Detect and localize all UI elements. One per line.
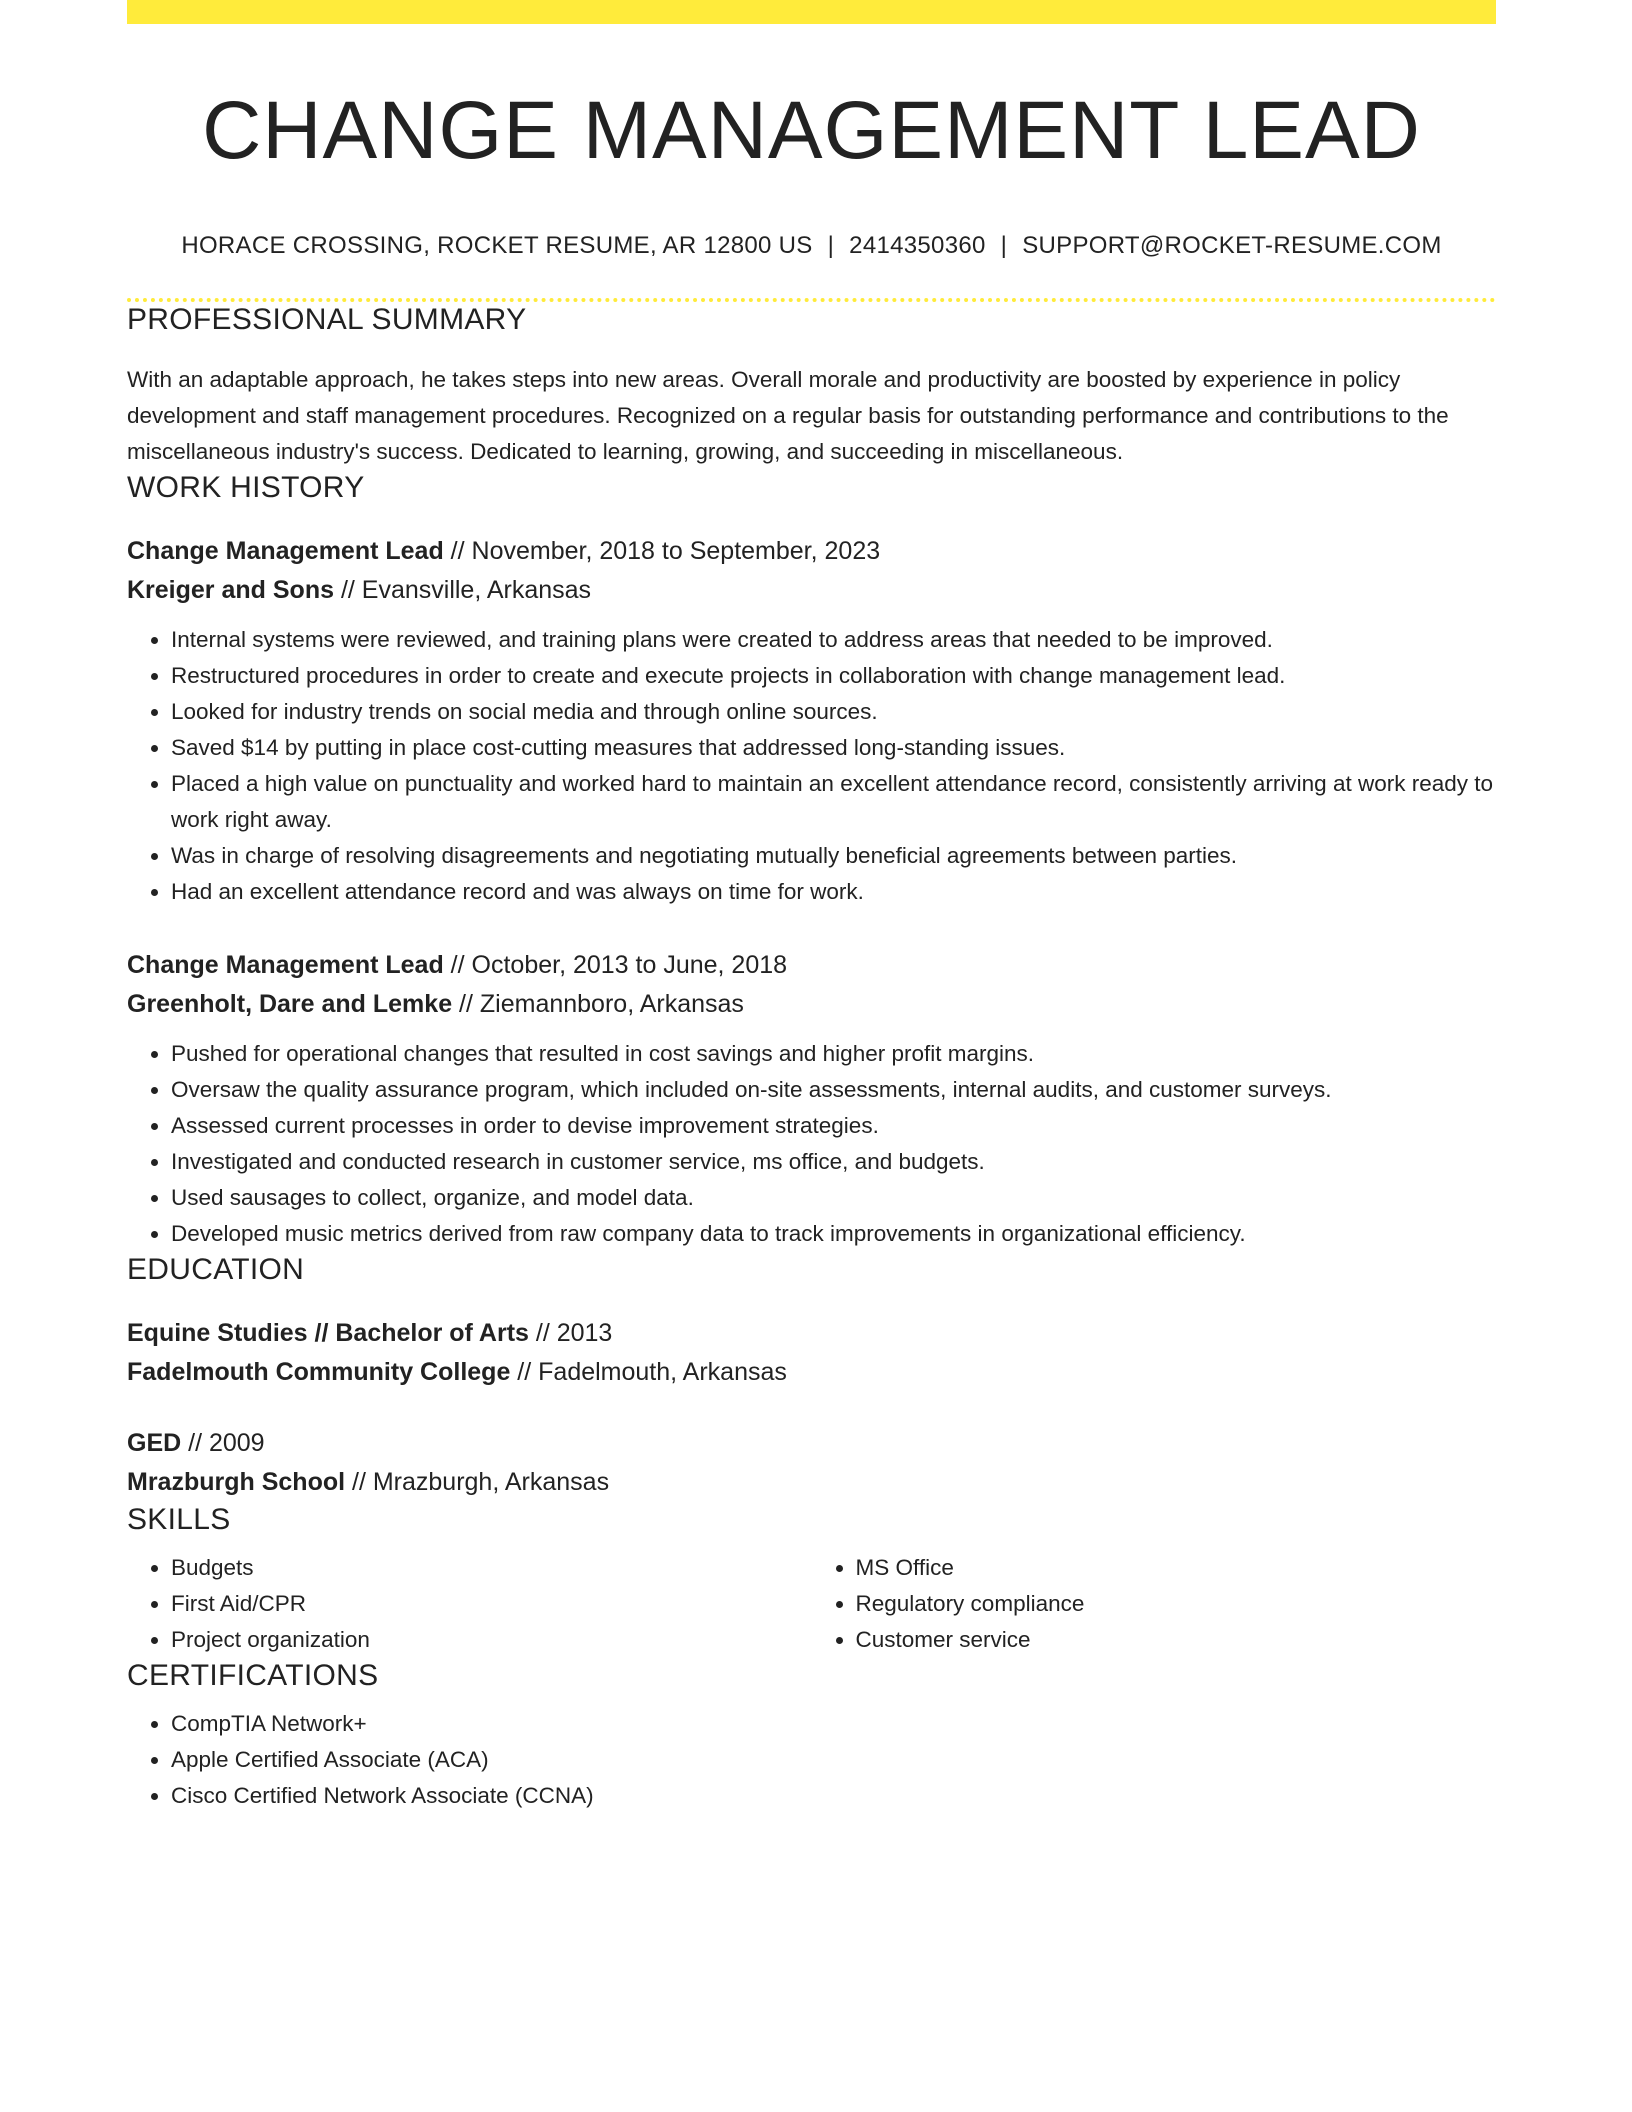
education-degree: Equine Studies // Bachelor of Arts [127, 1318, 529, 1347]
list-item: • Assessed current processes in order to devise improvement strategies. [171, 1108, 1496, 1144]
contact-line [127, 232, 1496, 261]
job-dates: // November, 2018 to September, 2023 [443, 536, 881, 565]
job-entry [127, 946, 1496, 1252]
job-bullets [127, 622, 1496, 910]
list-item: • CompTIA Network+ [171, 1706, 1496, 1742]
list-item: • Used sausages to collect, organize, and model data. [171, 1180, 1496, 1216]
skills-heading: SKILLS [127, 1502, 231, 1536]
job-location: // Ziemannboro, Arkansas [452, 989, 744, 1018]
contact-separator: | [827, 232, 835, 260]
list-item: • Was in charge of resolving disagreements and negotiating mutually beneficial agreements between parties. [171, 838, 1496, 874]
education-heading: EDUCATION [127, 1252, 305, 1286]
list-item: • Internal systems were reviewed, and training plans were created to address areas that needed to be improved. [171, 622, 1496, 658]
list-item: • Placed a high value on punctuality and worked hard to maintain an excellent attendance record, consistently arriving at work ready to work right away. [171, 766, 1496, 838]
job-entry [127, 532, 1496, 910]
education-entry [127, 1314, 1496, 1392]
list-item: • Had an excellent attendance record and was always on time for work. [171, 874, 1496, 910]
contact-address: HORACE CROSSING, ROCKET RESUME, AR 12800 US [181, 232, 813, 260]
education-year: // 2013 [528, 1318, 613, 1347]
list-item: • First Aid/CPR [171, 1586, 812, 1622]
education-entry [127, 1424, 1496, 1502]
job-title-line [127, 946, 1496, 985]
summary-text: With an adaptable approach, he takes steps into new areas. Overall morale and productivity are boosted by experience in policy development and staff management procedures. Recognized on a regular basis for outstanding performance and contributions to the miscellaneous industry's success. Dedicated to learning, growing, and succeeding in miscellaneous. [127, 366, 1449, 464]
list-item: • Oversaw the quality assurance program, which included on-site assessments, internal audits, and customer surveys. [171, 1072, 1496, 1108]
job-location: // Evansville, Arkansas [334, 575, 592, 604]
job-role: Change Management Lead [127, 536, 444, 565]
job-bullets [127, 1036, 1496, 1252]
certifications-heading: CERTIFICATIONS [127, 1658, 379, 1692]
skills-column-left [127, 1550, 812, 1658]
job-company-line [127, 571, 1496, 610]
list-item: • MS Office [856, 1550, 1497, 1586]
resume-page [127, 0, 1496, 1814]
education-degree-line [127, 1424, 1496, 1463]
education-year: // 2009 [181, 1428, 265, 1457]
education-location: // Mrazburgh, Arkansas [345, 1467, 610, 1496]
list-item: • Apple Certified Associate (ACA) [171, 1742, 1496, 1778]
certifications-list [127, 1706, 1496, 1814]
list-item: • Budgets [171, 1550, 812, 1586]
list-item: • Customer service [856, 1622, 1497, 1658]
list-item: • Restructured procedures in order to create and execute projects in collaboration with change management lead. [171, 658, 1496, 694]
list-item: • Investigated and conducted research in customer service, ms office, and budgets. [171, 1144, 1496, 1180]
list-item: • Looked for industry trends on social media and through online sources. [171, 694, 1496, 730]
work-history-heading: WORK HISTORY [127, 470, 365, 504]
job-role: Change Management Lead [127, 950, 444, 979]
contact-email: SUPPORT@ROCKET-RESUME.COM [1022, 232, 1442, 260]
list-item: • Project organization [171, 1622, 812, 1658]
contact-phone: 2414350360 [849, 232, 986, 260]
list-item: • Regulatory compliance [856, 1586, 1497, 1622]
skills-grid [127, 1550, 1496, 1658]
education-degree-line [127, 1314, 1496, 1353]
contact-separator: | [1000, 232, 1008, 260]
job-company: Kreiger and Sons [127, 575, 334, 604]
list-item: • Cisco Certified Network Associate (CCNA) [171, 1778, 1496, 1814]
list-item: • Developed music metrics derived from raw company data to track improvements in organizational efficiency. [171, 1216, 1496, 1252]
education-school-line [127, 1463, 1496, 1502]
list-item: • Pushed for operational changes that resulted in cost savings and higher profit margins. [171, 1036, 1496, 1072]
accent-bar [127, 0, 1496, 24]
education-location: // Fadelmouth, Arkansas [510, 1357, 787, 1386]
education-school-line [127, 1353, 1496, 1392]
skills-column-right [812, 1550, 1497, 1658]
education-school: Fadelmouth Community College [127, 1357, 511, 1386]
job-company-line [127, 985, 1496, 1024]
summary-heading: PROFESSIONAL SUMMARY [127, 302, 527, 336]
education-school: Mrazburgh School [127, 1467, 346, 1496]
job-title-line [127, 532, 1496, 571]
education-degree: GED [127, 1428, 182, 1457]
list-item: • Saved $14 by putting in place cost-cutting measures that addressed long-standing issues. [171, 730, 1496, 766]
resume-title: CHANGE MANAGEMENT LEAD [202, 85, 1421, 176]
job-company: Greenholt, Dare and Lemke [127, 989, 453, 1018]
job-dates: // October, 2013 to June, 2018 [443, 950, 788, 979]
